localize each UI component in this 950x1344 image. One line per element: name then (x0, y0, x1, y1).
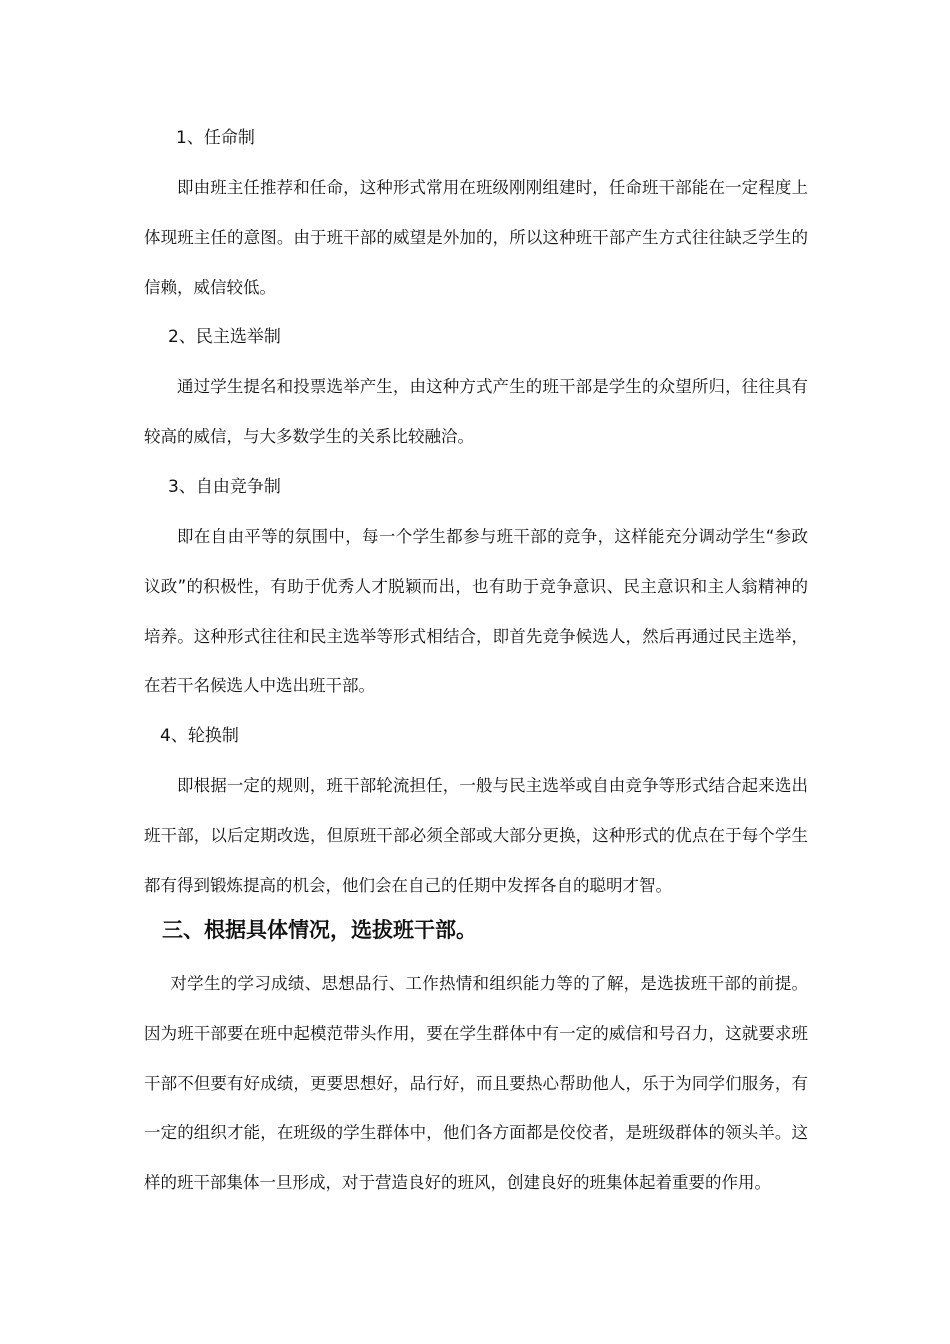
item-heading-4: 4、轮换制 (160, 726, 239, 746)
item-heading-3: 3、自由竞争制 (168, 477, 281, 497)
item-paragraph-1: 即由班主任推荐和任命，这种形式常用在班级刚刚组建时，任命班干部能在一定程度上体现班主任的意图。由于班干部的威望是外加的，所以这种班干部产生方式往往缺乏学生的信赖，威信较低。 (144, 178, 808, 297)
item-paragraph-2: 通过学生提名和投票选举产生，由这种方式产生的班干部是学生的众望所归，往往具有较高的威信，与大多数学生的关系比较融洽。 (144, 377, 808, 446)
item-heading-2: 2、民主选举制 (168, 327, 281, 347)
item-paragraph-3: 即在自由平等的氛围中，每一个学生都参与班干部的竞争，这样能充分调动学生“参政议政”的积极性，有助于优秀人才脱颖而出，也有助于竞争意识、民主意识和主人翁精神的培养。这种形式往往和民主选举等形式相结合，即首先竞争候选人，然后再通过民主选举，在若干名候选人中选出班干部。 (144, 527, 808, 696)
item-paragraph-4: 即根据一定的规则，班干部轮流担任，一般与民主选举或自由竞争等形式结合起来选出班干部，以后定期改选，但原班干部必须全部或大部分更换，这种形式的优点在于每个学生都有得到锻炼提高的机会，他们会在自己的任期中发挥各自的聪明才智。 (144, 776, 808, 895)
section-title: 三、根据具体情况，选拔班干部。 (162, 918, 477, 942)
item-heading-1: 1、任命制 (176, 128, 255, 148)
section-paragraph: 对学生的学习成绩、思想品行、工作热情和组织能力等的了解，是选拔班干部的前提。因为班干部要在班中起模范带头作用，要在学生群体中有一定的威信和号召力，这就要求班干部不但要有好成绩，更要思想好，品行好，而且要热心帮助他人，乐于为同学们服务，有一定的组织才能，在班级的学生群体中，他们各方面都是佼佼者，是班级群体的领头羊。这样的班干部集体一旦形成，对于营造良好的班风，创建良好的班集体起着重要的作用。 (144, 974, 808, 1193)
